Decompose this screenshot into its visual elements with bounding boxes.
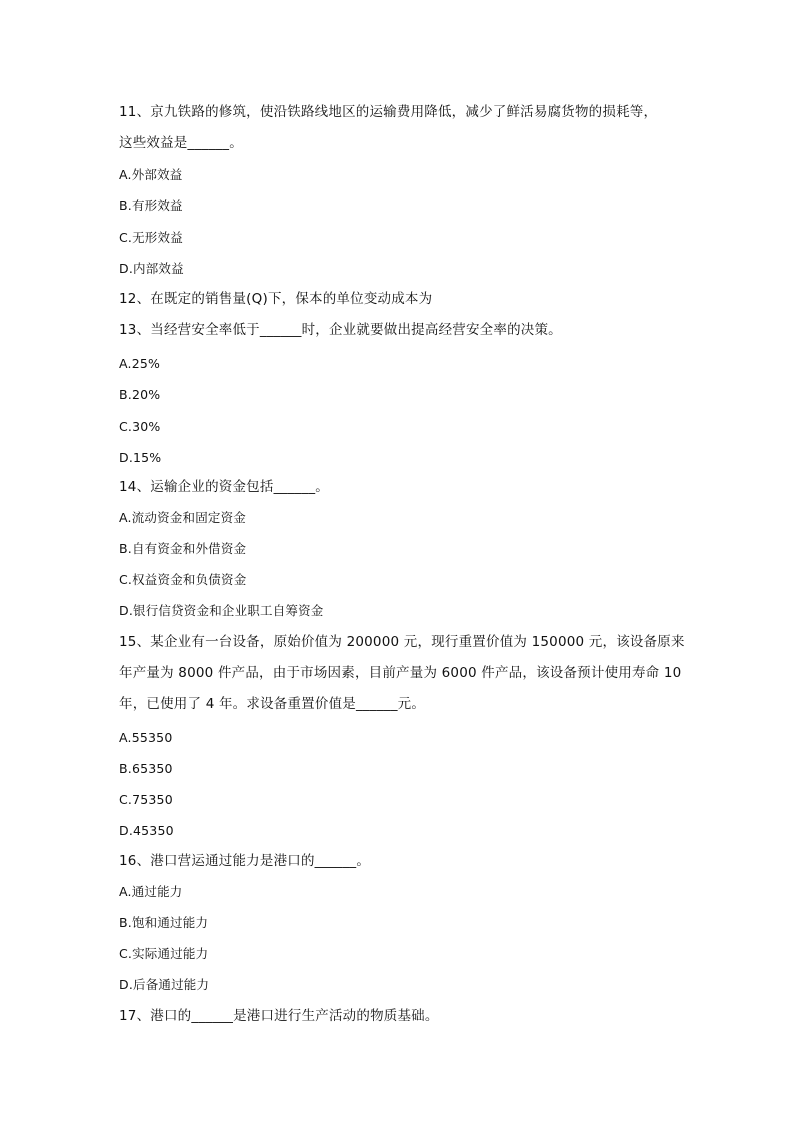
question-11-option-d: D.内部效益 xyxy=(119,261,184,276)
question-11-text-line-1: 11、京九铁路的修筑，使沿铁路线地区的运输费用降低，减少了鲜活易腐货物的损耗等， xyxy=(119,104,658,120)
question-13-option-c: C.30% xyxy=(119,419,161,434)
question-13-option-a: A.25% xyxy=(119,356,161,371)
question-16-option-c: C.实际通过能力 xyxy=(119,946,209,961)
question-15-option-a: A.55350 xyxy=(119,730,173,745)
question-14-option-d: D.银行信贷资金和企业职工自筹资金 xyxy=(119,603,324,618)
question-15-text-line-3: 年，已使用了 4 年。求设备重置价值是______元。 xyxy=(119,696,426,712)
question-15-option-b: B.65350 xyxy=(119,761,173,776)
question-16-option-d: D.后备通过能力 xyxy=(119,977,210,992)
question-13-option-d: D.15% xyxy=(119,450,162,465)
question-11-option-a: A.外部效益 xyxy=(119,167,183,182)
question-17-text-line-1: 17、港口的______是港口进行生产活动的物质基础。 xyxy=(119,1008,439,1024)
question-16-option-b: B.饱和通过能力 xyxy=(119,915,209,930)
question-14-option-a: A.流动资金和固定资金 xyxy=(119,510,247,525)
question-14-option-b: B.自有资金和外借资金 xyxy=(119,541,247,556)
question-11-option-c: C.无形效益 xyxy=(119,230,183,245)
question-15-option-c: C.75350 xyxy=(119,792,173,807)
question-12-text-line-1: 12、在既定的销售量(Q)下，保本的单位变动成本为 xyxy=(119,291,433,307)
question-13-text-line-1: 13、当经营安全率低于______时，企业就要做出提高经营安全率的决策。 xyxy=(119,322,562,338)
question-14-option-c: C.权益资金和负债资金 xyxy=(119,572,247,587)
question-13-option-b: B.20% xyxy=(119,387,161,402)
question-16-text-line-1: 16、港口营运通过能力是港口的______。 xyxy=(119,853,371,869)
question-15-option-d: D.45350 xyxy=(119,823,174,838)
question-15-text-line-2: 年产量为 8000 件产品，由于市场因素，目前产量为 6000 件产品，该设备预计使用寿命 10 xyxy=(119,665,682,681)
question-11-option-b: B.有形效益 xyxy=(119,198,183,213)
question-11-text-line-2: 这些效益是______。 xyxy=(119,135,243,151)
document-page xyxy=(119,0,685,1123)
question-15-text-line-1: 15、某企业有一台设备，原始价值为 200000 元，现行重置价值为 150000 元，该设备原来 xyxy=(119,634,685,650)
question-16-option-a: A.通过能力 xyxy=(119,884,183,899)
question-14-text-line-1: 14、运输企业的资金包括______。 xyxy=(119,479,329,495)
